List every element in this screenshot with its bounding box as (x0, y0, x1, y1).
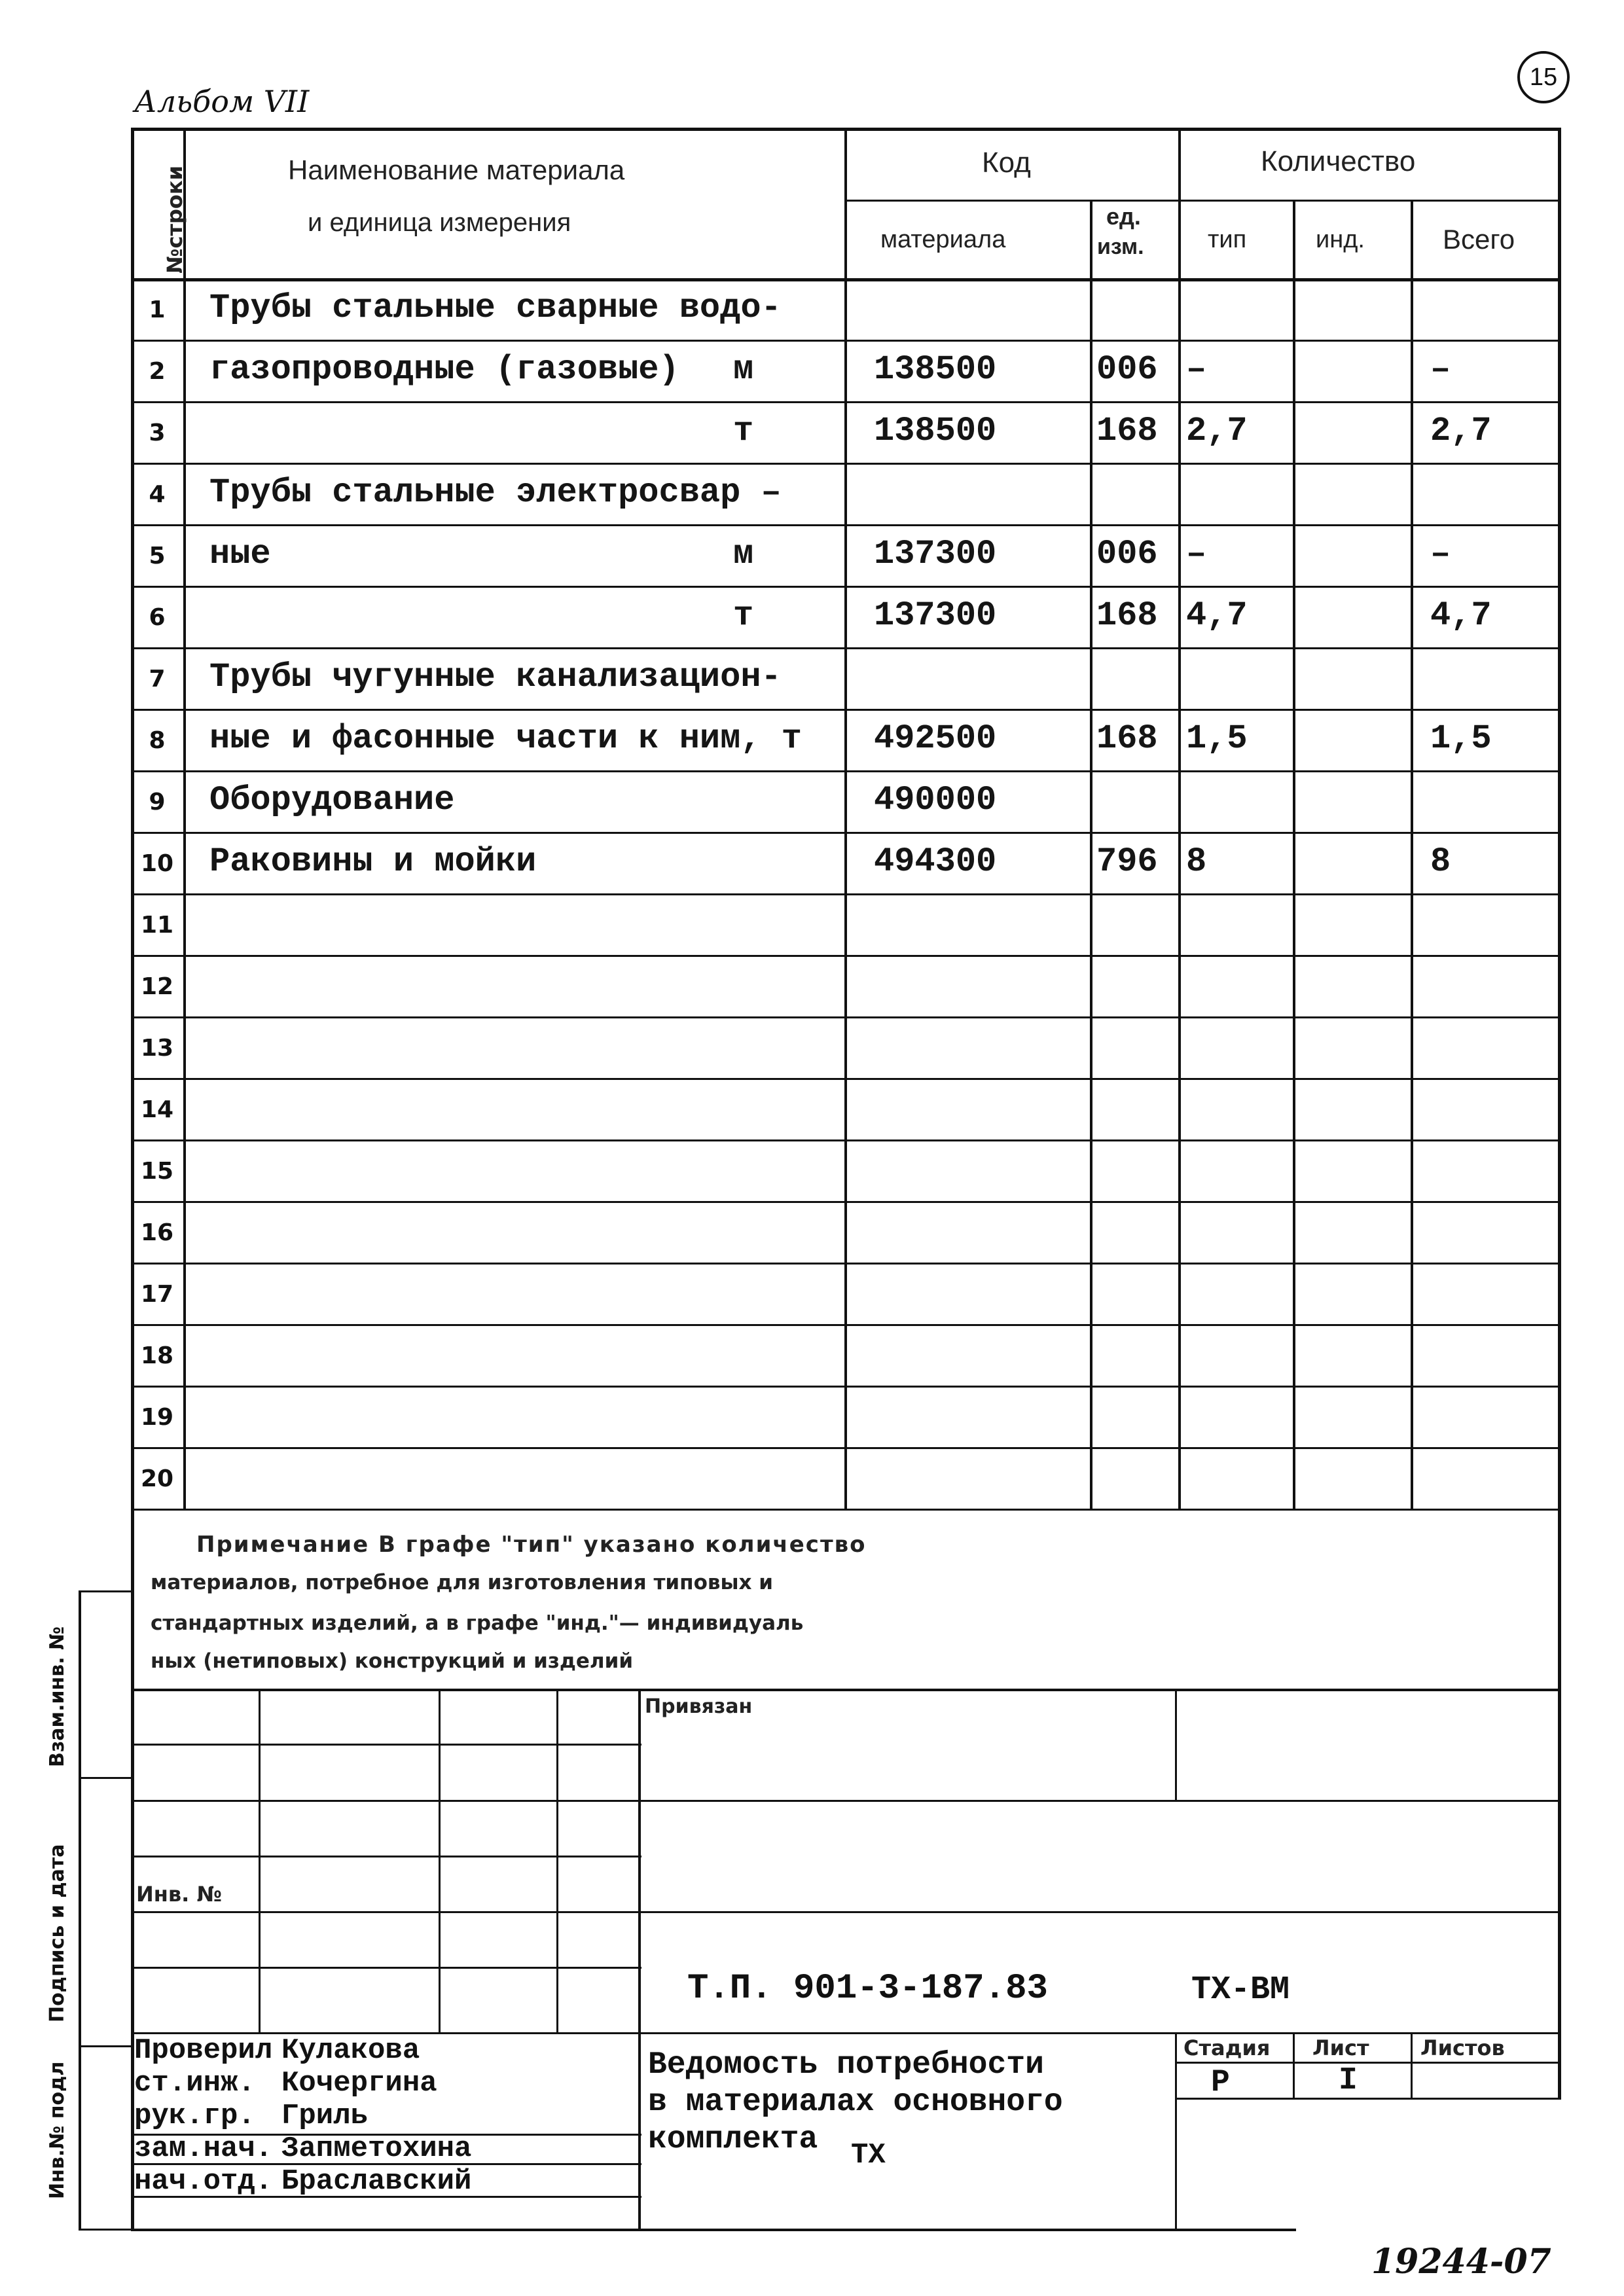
stamp-line (638, 2032, 1561, 2034)
cell-num: 13 (140, 1035, 174, 1062)
stamp-line (1175, 2098, 1561, 2100)
stamp-sheet-value: I (1339, 2063, 1358, 2098)
cell-num: 9 (149, 789, 166, 816)
cell-name: ные и фасонные части к ним, т (209, 719, 802, 758)
cell-total: 4,7 (1430, 596, 1492, 635)
stamp-title-line2: в материалах основного (648, 2085, 1063, 2120)
col-header-qty-ind: инд. (1316, 226, 1365, 253)
cell-ucode: 168 (1096, 596, 1158, 635)
cell-num: 12 (140, 973, 174, 1000)
cell-ucode: 168 (1096, 719, 1158, 758)
column-line (844, 128, 847, 1509)
row-line (131, 463, 1561, 465)
table-right-border (1558, 128, 1561, 2098)
cell-ucode: 006 (1096, 535, 1158, 573)
note-bottom-line (131, 1689, 1561, 1691)
stamp-line (638, 1911, 1561, 1913)
margin-line (79, 2045, 131, 2047)
page-mark-number: 15 (1529, 63, 1558, 91)
row-line (131, 1324, 1561, 1326)
cell-total: – (1430, 350, 1451, 389)
stamp-line (638, 1800, 1561, 1802)
cell-ucode: 796 (1096, 842, 1158, 881)
cell-num: 18 (140, 1342, 174, 1369)
row-line (131, 1386, 1561, 1388)
stamp-row-line (131, 1800, 641, 1802)
cell-num: 16 (140, 1219, 174, 1246)
stamp-line (1175, 2062, 1561, 2064)
stamp-row-line (131, 1967, 641, 1969)
signature-role: ст.инж. (134, 2067, 255, 2100)
cell-type: 1,5 (1186, 719, 1248, 758)
cell-num: 8 (149, 727, 166, 754)
stamp-line (1293, 2032, 1295, 2098)
cell-code: 138500 (874, 350, 997, 389)
album-label: Альбом VII (134, 84, 310, 119)
signature-name: Кулакова (281, 2034, 420, 2067)
signature-role: зам.нач. (134, 2132, 273, 2165)
cell-code: 494300 (874, 842, 997, 881)
stamp-sheet-code: ТХ-ВМ (1191, 1971, 1290, 2009)
row-line (131, 1509, 1561, 1511)
cell-name: ные (209, 535, 271, 573)
column-line (1090, 200, 1092, 1509)
footer-stamp-number: 19244-07 (1371, 2242, 1551, 2282)
col-header-rownum: №строки (162, 165, 187, 274)
stamp-row-line (131, 1856, 641, 1857)
row-line (131, 770, 1561, 772)
cell-code: 138500 (874, 412, 997, 450)
row-line (131, 647, 1561, 649)
note-line-2: материалов, потребное для изготовления типовых и (151, 1571, 774, 1594)
stamp-title-line3: комплекта (648, 2122, 818, 2157)
cell-name: газопроводные (газовые) (209, 350, 679, 389)
row-line (131, 401, 1561, 403)
cell-unit: м (733, 350, 754, 389)
cell-type: – (1186, 350, 1207, 389)
stamp-sheet-label: Лист (1312, 2036, 1369, 2060)
cell-num: 6 (149, 604, 166, 631)
cell-type: 4,7 (1186, 596, 1248, 635)
cell-code: 490000 (874, 781, 997, 819)
column-line (1293, 200, 1295, 1509)
side-label-replace-inv: Взам.инв. № (46, 1626, 69, 1767)
margin-line (79, 2229, 131, 2231)
row-line (131, 1201, 1561, 1203)
col-header-code-material: материала (880, 226, 1006, 253)
stamp-stage-value: Р (1211, 2065, 1230, 2100)
col-header-quantity: Количество (1261, 145, 1416, 177)
cell-ucode: 006 (1096, 350, 1158, 389)
cell-name: Трубы стальные сварные водо- (209, 289, 782, 327)
side-label-inv-orig: Инв.№ подл (46, 2061, 69, 2199)
signature-role: Проверил (134, 2034, 273, 2067)
page-mark (1517, 51, 1570, 103)
cell-num: 19 (140, 1404, 174, 1431)
row-line (131, 1016, 1561, 1018)
margin-line (79, 1777, 131, 1779)
margin-left-line (79, 1590, 81, 2229)
cell-num: 5 (149, 543, 166, 569)
stamp-title-suffix: ТХ (851, 2139, 886, 2172)
cell-name: Трубы чугунные канализацион- (209, 658, 782, 696)
cell-num: 15 (140, 1158, 174, 1185)
stamp-line (1175, 1689, 1177, 1800)
signature-name: Гриль (281, 2100, 369, 2132)
row-line (131, 524, 1561, 526)
col-header-code-unit-2: изм. (1097, 234, 1144, 259)
cell-num: 1 (149, 296, 166, 323)
cell-type: 8 (1186, 842, 1207, 881)
header-bottom-line (131, 278, 1561, 281)
col-header-code-unit-1: ед. (1106, 203, 1141, 230)
row-line (131, 709, 1561, 711)
stamp-stage-label: Стадия (1183, 2036, 1271, 2060)
col-header-name-line1: Наименование материала (288, 154, 625, 185)
stamp-sig-line (131, 1744, 641, 1746)
signature-name: Запметохина (281, 2132, 472, 2165)
side-label-sign-date: Подпись и дата (46, 1844, 69, 2022)
stamp-col-line (556, 1689, 558, 2032)
cell-type: – (1186, 535, 1207, 573)
row-line (131, 586, 1561, 588)
stamp-col-line (259, 1689, 261, 2032)
cell-total: 1,5 (1430, 719, 1492, 758)
cell-name: Раковины и мойки (209, 842, 537, 881)
cell-num: 17 (140, 1281, 174, 1308)
row-line (131, 1263, 1561, 1265)
note-line-3: стандартных изделий, а в графе "инд."— индивидуаль (151, 1611, 804, 1635)
cell-num: 4 (149, 481, 166, 508)
stamp-row-line (131, 1911, 641, 1913)
row-line (131, 832, 1561, 834)
cell-num: 7 (149, 666, 166, 692)
stamp-col-line (439, 1689, 441, 2032)
signature-role: нач.отд. (134, 2165, 273, 2198)
cell-unit: т (733, 596, 754, 635)
cell-name: Оборудование (209, 781, 455, 819)
cell-name: Трубы стальные электросвар – (209, 473, 782, 512)
stamp-bottom-line (131, 2229, 1296, 2231)
cell-unit: т (733, 412, 754, 450)
cell-total: 8 (1430, 842, 1451, 881)
col-header-code: Код (982, 147, 1031, 179)
note-line-1: Примечание В графе "тип" указано количество (196, 1532, 867, 1558)
stamp-inv-no-label: Инв. № (136, 1882, 222, 1907)
cell-total: 2,7 (1430, 412, 1492, 450)
col-header-name-line2: и единица измерения (308, 208, 571, 237)
cell-code: 137300 (874, 535, 997, 573)
cell-type: 2,7 (1186, 412, 1248, 450)
row-line (131, 340, 1561, 342)
cell-unit: м (733, 535, 754, 573)
row-line (131, 1139, 1561, 1141)
signature-name: Браславский (281, 2165, 472, 2198)
signature-role: рук.гр. (134, 2100, 255, 2132)
cell-num: 14 (140, 1096, 174, 1123)
row-line (131, 1447, 1561, 1449)
column-line (1178, 128, 1181, 1509)
cell-num: 11 (140, 912, 174, 939)
cell-num: 3 (149, 420, 166, 446)
column-line (1411, 200, 1413, 1509)
stamp-divider (638, 1689, 641, 2229)
cell-num: 10 (140, 850, 174, 877)
cell-num: 2 (149, 358, 166, 385)
col-header-qty-total: Всего (1443, 224, 1515, 255)
column-line (183, 128, 186, 1509)
margin-line (79, 1590, 131, 1592)
note-line-4: ных (нетиповых) конструкций и изделий (151, 1649, 634, 1673)
row-line (131, 893, 1561, 895)
cell-code: 492500 (874, 719, 997, 758)
stamp-sheets-label: Листов (1420, 2036, 1505, 2060)
header-mid-line (844, 200, 1561, 202)
stamp-attached-label: Привязан (645, 1695, 753, 1718)
cell-ucode: 168 (1096, 412, 1158, 450)
row-line (131, 1078, 1561, 1080)
signature-name: Кочергина (281, 2067, 437, 2100)
row-line (131, 955, 1561, 957)
col-header-qty-type: тип (1208, 226, 1247, 253)
cell-code: 137300 (874, 596, 997, 635)
stamp-doc-code: Т.П. 901-3-187.83 (687, 1969, 1048, 2009)
cell-total: – (1430, 535, 1451, 573)
cell-num: 20 (140, 1465, 174, 1492)
stamp-title-line1: Ведомость потребности (648, 2047, 1044, 2083)
stamp-line (1411, 2032, 1413, 2098)
